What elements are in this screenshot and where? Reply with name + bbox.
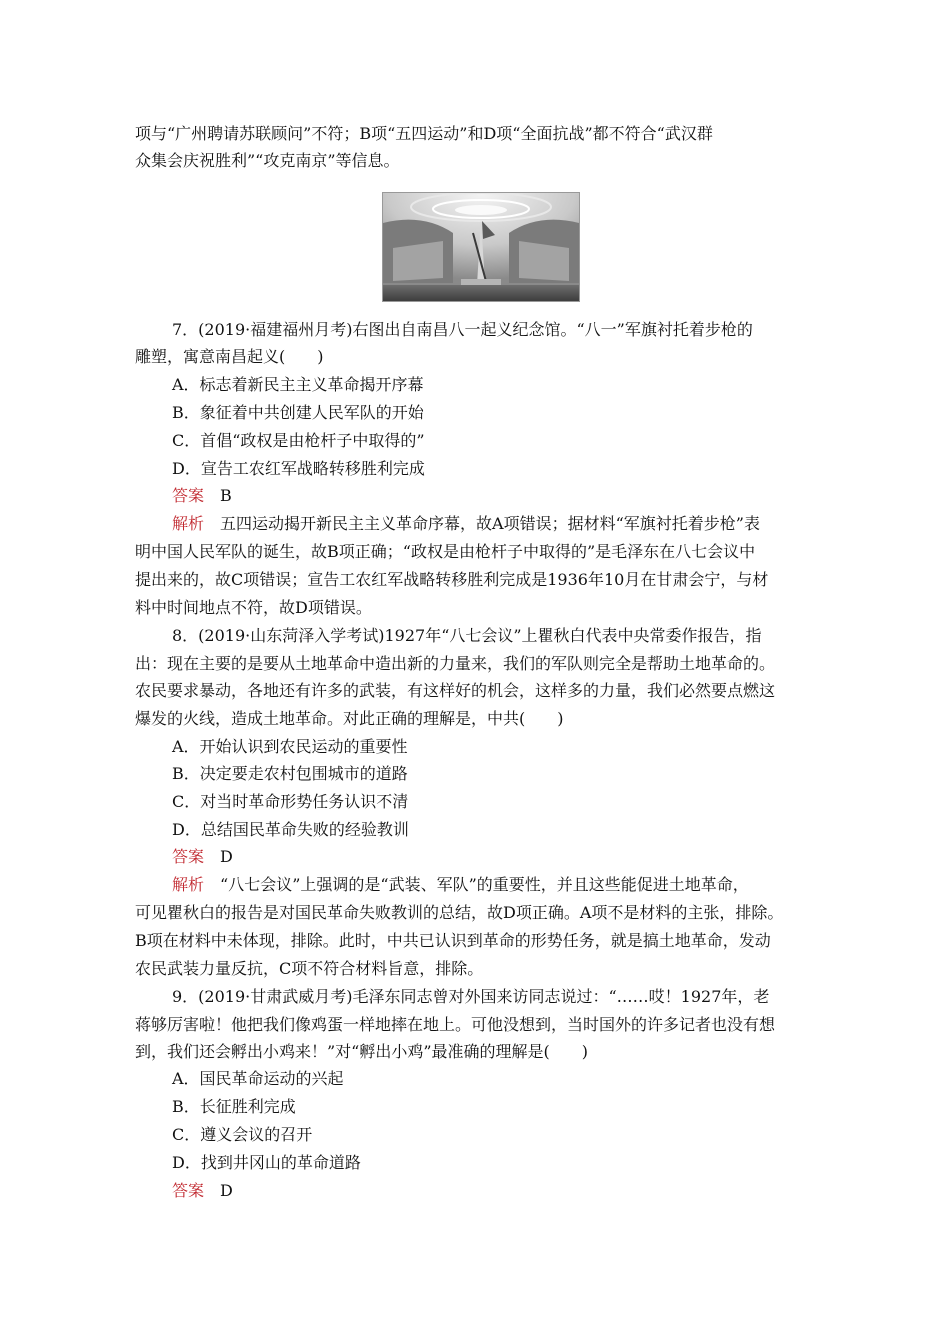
- q8-answer: [172, 843, 233, 871]
- q9-stem-line-1: 9．(2019·甘肃武威月考)毛泽东同志曾对外国来访同志说过：“……哎！1927年，老: [172, 987, 770, 1006]
- q9-option-a: A．国民革命运动的兴起: [172, 1069, 344, 1088]
- q7-stem-line-1: 7．(2019·福建福州月考)右图出自南昌八一起义纪念馆。“八一”军旗衬托着步枪的: [172, 320, 753, 339]
- q7-answer-label: 答案: [172, 486, 205, 505]
- q7-analysis-line-3: 提出来的，故C项错误；宣告工农红军战略转移胜利完成是1936年10月在甘肃会宁，与材: [135, 570, 769, 589]
- q8-stem-line-2: 出：现在主要的是要从土地革命中造出新的力量来，我们的军队则完全是帮助土地革命的。: [135, 654, 776, 673]
- q7-option-a: A．标志着新民主主义革命揭开序幕: [172, 375, 424, 394]
- museum-sculpture-photo: [382, 192, 580, 302]
- q8-answer-label: 答案: [172, 847, 205, 866]
- q7-analysis-text-1: 五四运动揭开新民主主义革命序幕，故A项错误；据材料“军旗衬托着步枪”表: [220, 514, 760, 533]
- q9-stem-line-3: 到，我们还会孵出小鸡来！”对“孵出小鸡”最准确的理解是( ): [135, 1042, 589, 1061]
- q7-option-c: C．首倡“政权是由枪杆子中取得的”: [172, 431, 425, 450]
- q7-stem-line-2: 雕塑，寓意南昌起义( ): [135, 347, 324, 366]
- q8-stem-line-4: 爆发的火线，造成土地革命。对此正确的理解是，中共( ): [135, 709, 564, 728]
- q7-analysis-line-2: 明中国人民军队的诞生，故B项正确；“政权是由枪杆子中取得的”是毛泽东在八七会议中: [135, 542, 756, 561]
- q8-option-a: A．开始认识到农民运动的重要性: [172, 737, 408, 756]
- intro-line-2: 众集会庆祝胜利”“攻克南京”等信息。: [135, 151, 400, 170]
- q9-stem-line-2: 蒋够厉害啦！他把我们像鸡蛋一样地摔在地上。可他没想到，当时国外的许多记者也没有想: [135, 1015, 776, 1034]
- q9-answer-value: D: [220, 1181, 233, 1200]
- q9-option-b: B．长征胜利完成: [172, 1097, 296, 1116]
- q7-analysis-label: 解析: [172, 514, 205, 533]
- q9-option-d: D．找到井冈山的革命道路: [172, 1153, 361, 1172]
- q8-stem-line-1: 8．(2019·山东菏泽入学考试)1927年“八七会议”上瞿秋白代表中央常委作报告，指: [172, 626, 762, 645]
- q8-answer-value: D: [220, 847, 233, 866]
- q8-analysis-line-4: 农民武装力量反抗，C项不符合材料旨意，排除。: [135, 959, 484, 978]
- intro-line-1: 项与“广州聘请苏联顾问”不符；B项“五四运动”和D项“全面抗战”都不符合“武汉群: [135, 124, 713, 143]
- q7-option-d: D．宣告工农红军战略转移胜利完成: [172, 459, 425, 478]
- q8-option-d: D．总结国民革命失败的经验教训: [172, 820, 409, 839]
- q9-answer: [172, 1177, 233, 1205]
- q9-answer-label: 答案: [172, 1181, 205, 1200]
- q8-option-c: C．对当时革命形势任务认识不清: [172, 792, 409, 811]
- q7-answer: [172, 482, 232, 510]
- q8-analysis-line-1: [172, 871, 749, 899]
- q7-option-b: B．象征着中共创建人民军队的开始: [172, 403, 424, 422]
- q8-analysis-text-1: “八七会议”上强调的是“武装、军队”的重要性，并且这些能促进土地革命，: [220, 875, 749, 894]
- q9-option-c: C．遵义会议的召开: [172, 1125, 313, 1144]
- q8-option-b: B．决定要走农村包围城市的道路: [172, 764, 408, 783]
- q8-stem-line-3: 农民要求暴动，各地还有许多的武装，有这样好的机会，这样多的力量，我们必然要点燃这: [135, 681, 776, 700]
- q7-answer-value: B: [220, 486, 232, 505]
- q8-analysis-line-2: 可见瞿秋白的报告是对国民革命失败教训的总结，故D项正确。A项不是材料的主张，排除。: [135, 903, 784, 922]
- q7-analysis-line-1: [172, 510, 760, 538]
- q7-analysis-line-4: 料中时间地点不符，故D项错误。: [135, 598, 372, 617]
- q8-analysis-label: 解析: [172, 875, 205, 894]
- q8-analysis-line-3: B项在材料中未体现，排除。此时，中共已认识到革命的形势任务，就是搞土地革命，发动: [135, 931, 771, 950]
